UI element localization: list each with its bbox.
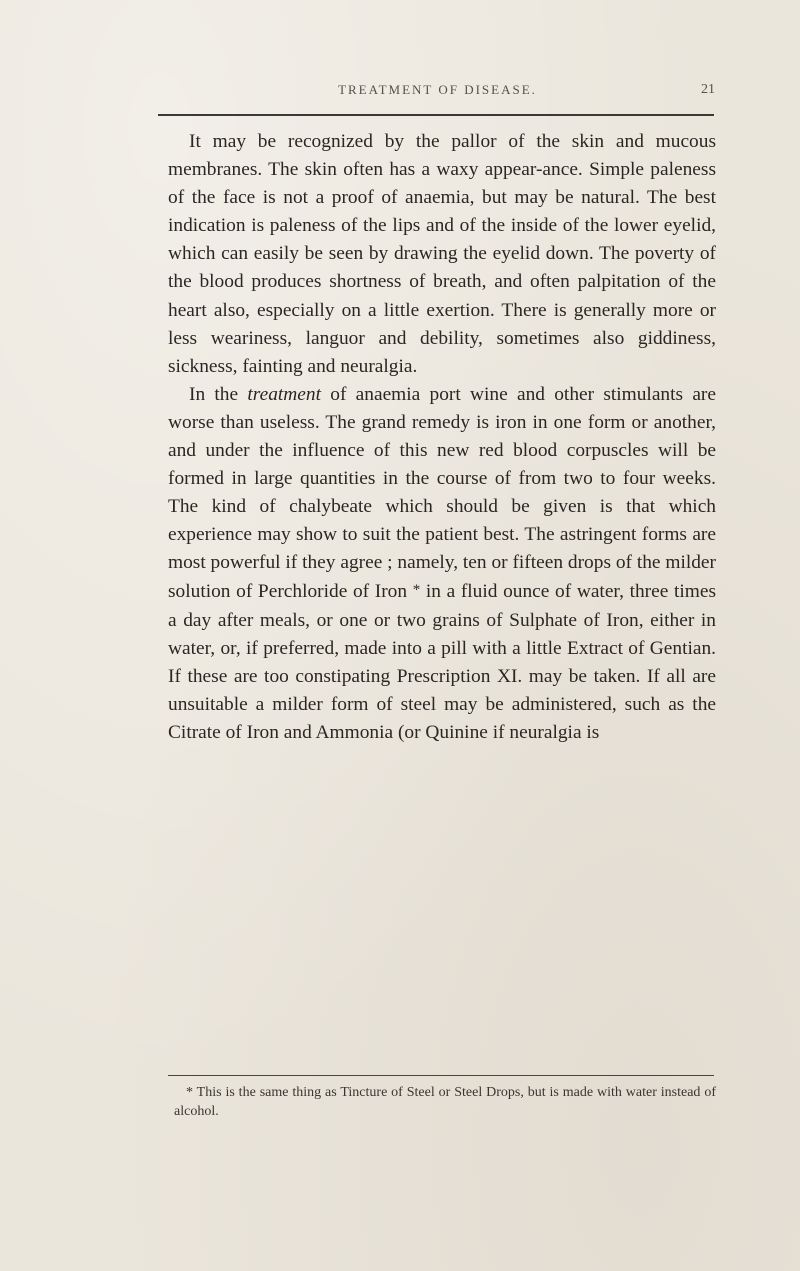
page-number: 21 (701, 82, 715, 97)
header-rule (158, 114, 714, 116)
running-head: TREATMENT OF DISEASE. (338, 82, 537, 97)
body-text (168, 128, 716, 747)
paragraph-symptoms: It may be recognized by the pallor of the skin and mucous membranes. The skin often has a waxy appear-ance. Simple paleness of the face is not a proof of anaemia, but may be natural. The best indication is paleness of the lips and of the inside of the lower eyelid, which can easily be seen by drawing the eyelid down. The poverty of the blood produces shortness of breath, and often palpitation of the heart also, especially on a little exertion. There is generally more or less weariness, languor and debility, sometimes also giddiness, sickness, fainting and neuralgia. (168, 131, 716, 377)
footnote-text: This is the same thing as Tincture of Steel or Steel Drops, but is made with water instead of alcohol. (174, 1085, 716, 1119)
footnote-marker: * (186, 1085, 193, 1100)
paragraph-treatment-middle: of anaemia port wine and other stimulants are worse than useless. The grand remedy is iron in one form or another, and under the influence of this new red blood corpuscles will be formed in large quantities in the course of from two to four weeks. The kind of chalybeate which should be given is that which experience may show to suit the patient best. The astringent forms are most powerful if they agree ; namely, ten or fifteen drops of the milder solution of Perchloride of Iron (168, 383, 716, 602)
footnote (174, 1083, 716, 1121)
footnote-rule (168, 1075, 714, 1076)
page-header (160, 82, 715, 102)
paragraph-treatment-start: In the (189, 383, 248, 405)
paragraph-treatment-end: in a fluid ounce of water, three times a day after meals, or one or two grains of Sulphate of Iron, either in water, or, if preferred, made into a pill with a little Extract of Gentian. If these are too constipating Prescription XI. may be taken. If all are unsuitable a milder form of steel may be administered, such as the Citrate of Iron and Ammonia (or Quinine if neuralgia is (168, 580, 716, 743)
paragraph-treatment (168, 381, 716, 747)
treatment-italic: treatment (247, 383, 321, 405)
footnote-reference: * (412, 581, 421, 598)
